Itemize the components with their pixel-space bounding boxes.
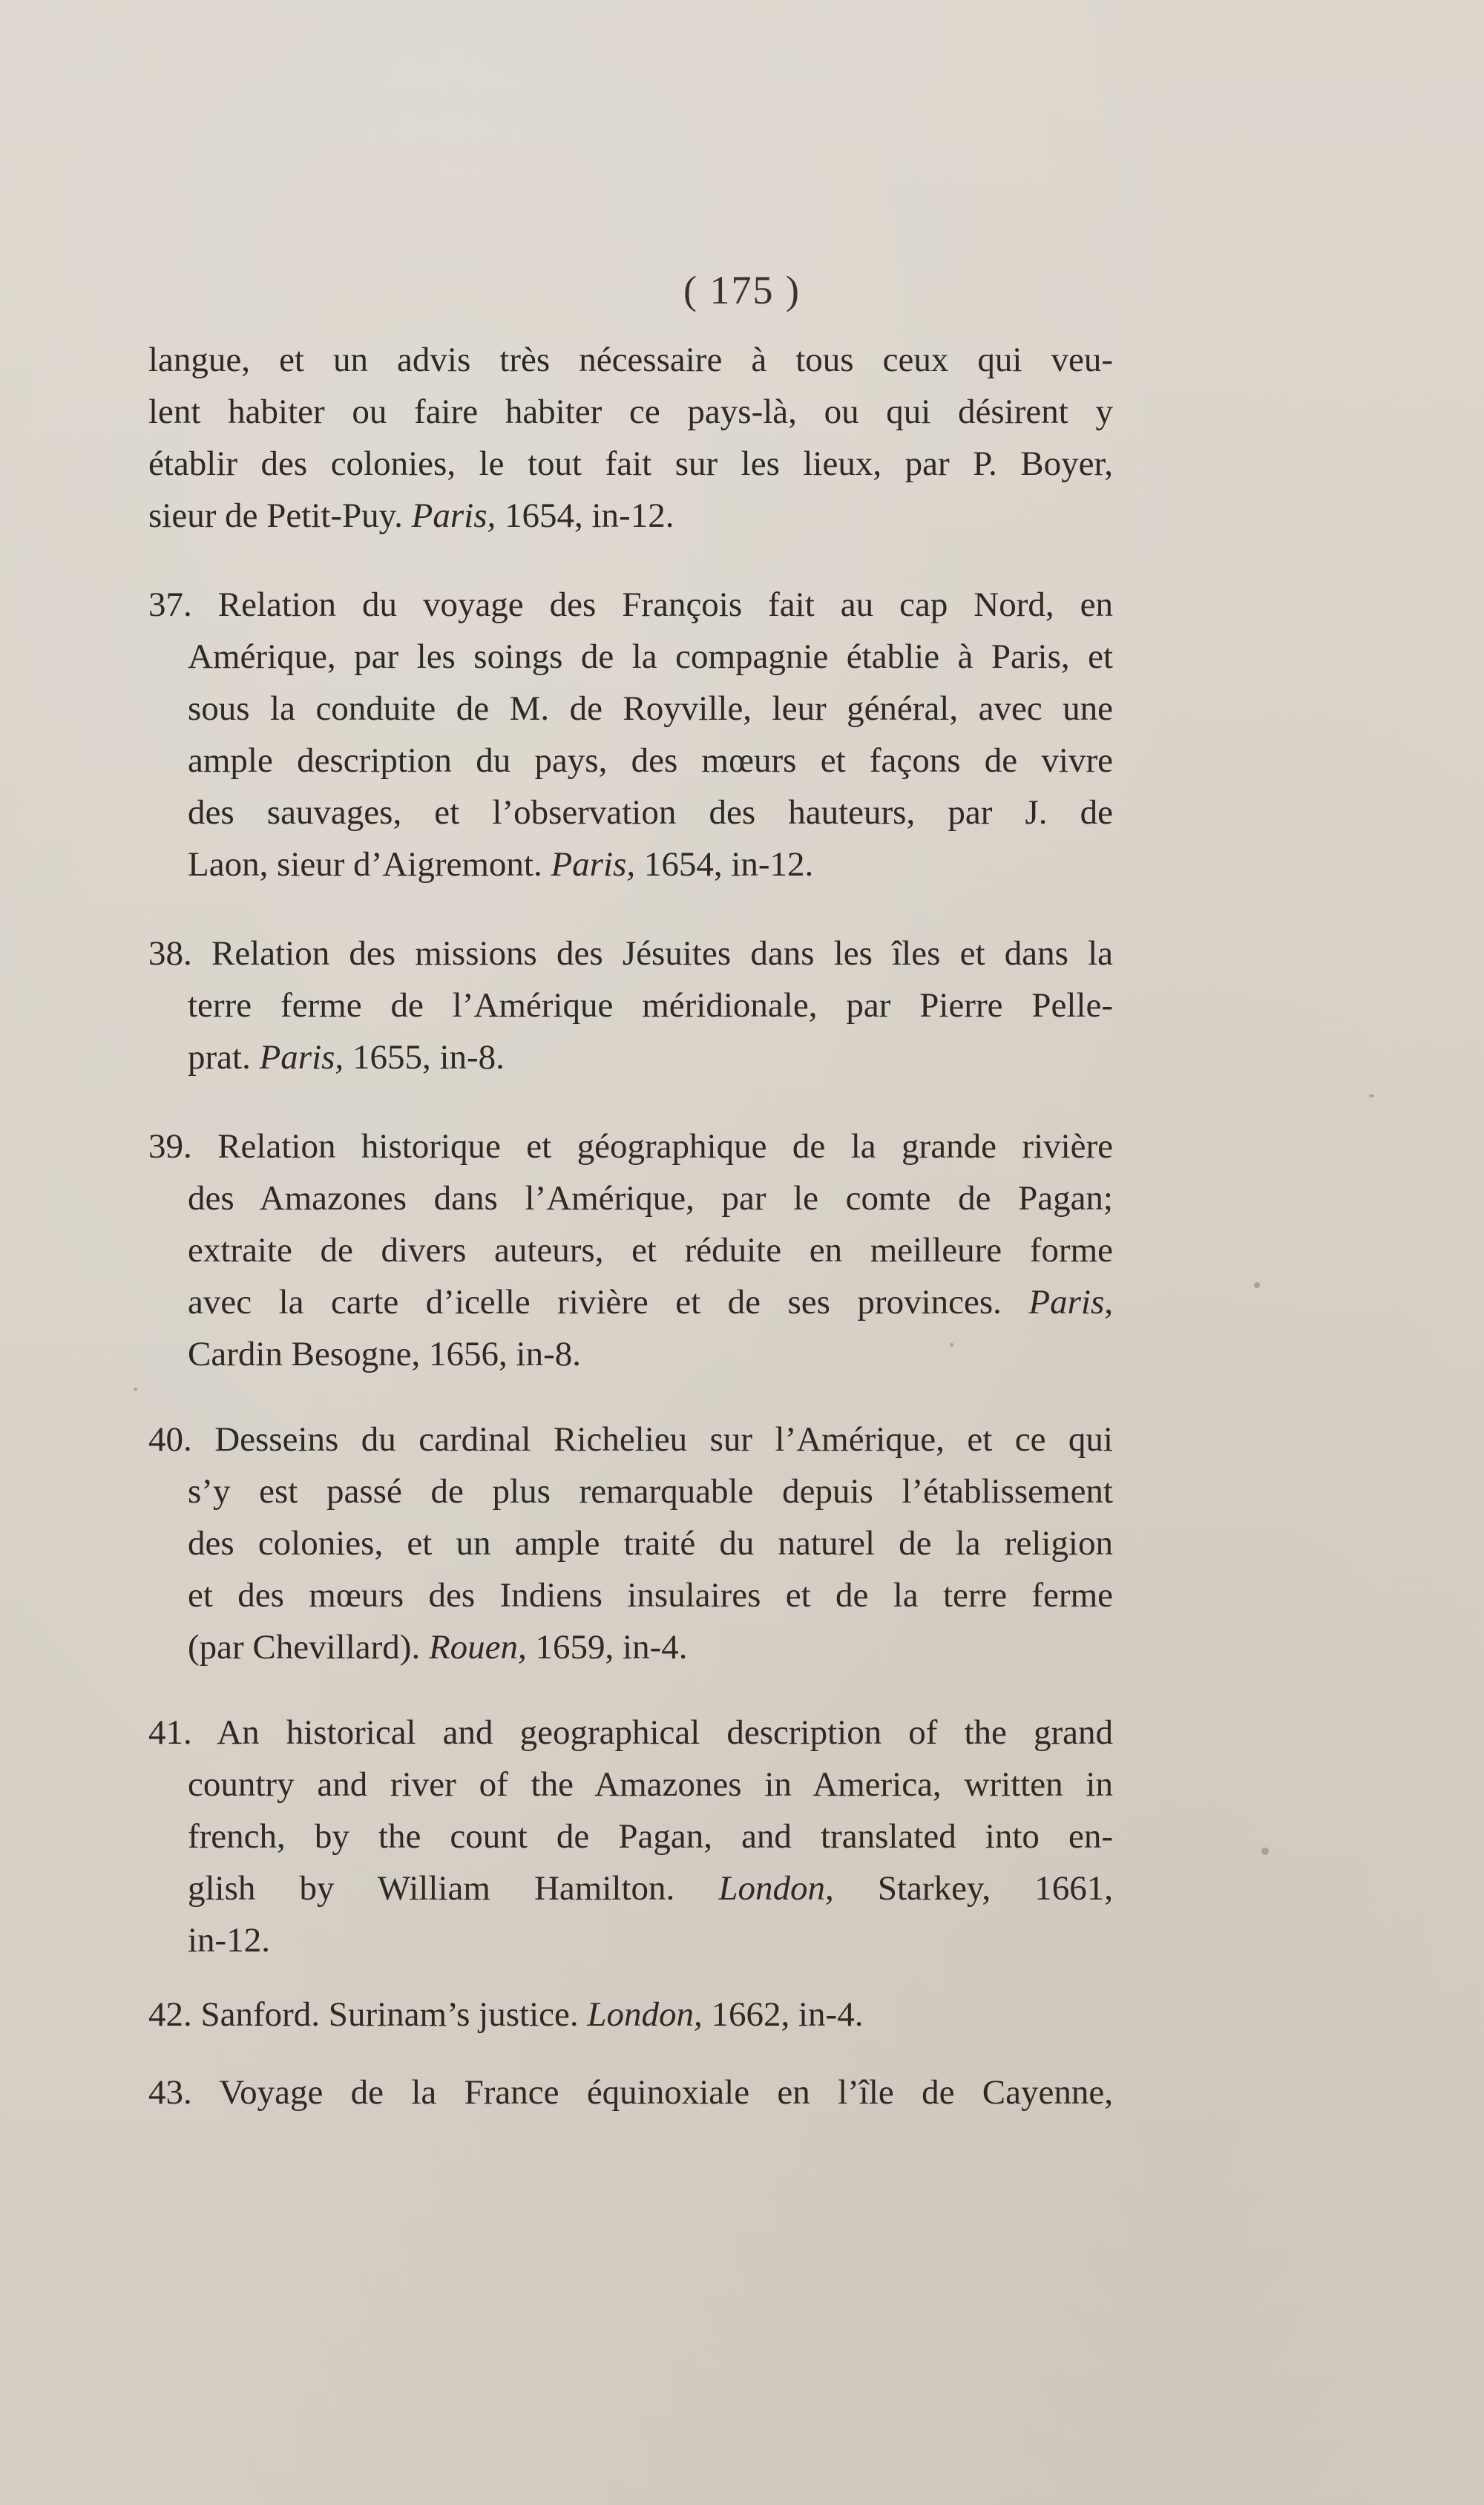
page-number: ( 175 ) (683, 268, 801, 312)
place-of-publication: Paris, (259, 1038, 344, 1077)
entry-40 (148, 1414, 1113, 1673)
text-line (148, 1120, 1113, 1172)
entry-37 (148, 579, 1113, 890)
place-of-publication: Paris, (551, 845, 636, 884)
text-line (148, 490, 1113, 542)
text-span: 1659, in-4. (526, 1628, 688, 1667)
text-line: sous la conduite de M. de Royville, leur général, avec une (188, 689, 1113, 728)
text-span: Sanford. Surinam’s justice. (200, 1995, 588, 2034)
text-span: Relation historique et géographique de la grande rivière (217, 1127, 1114, 1166)
text-line (148, 1862, 1113, 1914)
text-line (148, 1414, 1113, 1465)
text-span: Laon, sieur d’Aigremont. (188, 845, 551, 884)
text-span: 1655, in-8. (344, 1038, 505, 1077)
place-of-publication: Paris, (411, 496, 496, 535)
text-line: Cardin Besogne, 1656, in-8. (188, 1335, 581, 1373)
entry-38 (148, 928, 1113, 1083)
entry-number: 38. (148, 934, 192, 973)
text-span: Desseins du cardinal Richelieu sur l’Amérique, et ce qui (214, 1420, 1113, 1459)
place-of-publication: London, (587, 1995, 703, 2034)
text-line (148, 1276, 1113, 1328)
entry-42 (148, 1989, 1113, 2041)
entry-43 (148, 2066, 1113, 2118)
text-line (148, 1621, 1113, 1673)
text-span: avec la carte d’icelle rivière et de ses provinces. (188, 1283, 1002, 1322)
text-span: sieur de Petit-Puy. (148, 496, 412, 535)
text-line: langue, et un advis très nécessaire à tous ceux qui veu- (148, 341, 1113, 379)
text-line: french, by the count de Pagan, and translated into en- (188, 1817, 1113, 1856)
text-line: et des mœurs des Indiens insulaires et de la terre ferme (188, 1576, 1113, 1615)
text-line: des colonies, et un ample traité du naturel de la religion (188, 1524, 1113, 1563)
entry-number: 37. (148, 585, 192, 624)
place-of-publication: Rouen, (428, 1628, 527, 1667)
paper-speck (1254, 1282, 1260, 1288)
text-line: établir des colonies, le tout fait sur les lieux, par P. Boyer, (148, 444, 1113, 483)
text-line: country and river of the Amazones in America, written in (188, 1765, 1113, 1804)
entry-number: 39. (148, 1127, 192, 1166)
text-line (148, 1031, 1113, 1083)
entry-39 (148, 1120, 1113, 1380)
text-line (148, 1707, 1113, 1759)
text-line: extraite de divers auteurs, et réduite en meilleure forme (188, 1231, 1113, 1270)
entry-number: 42. (148, 1995, 192, 2034)
text-span: Voyage de la France équinoxiale en l’île de Cayenne, (219, 2073, 1113, 2112)
paper-speck (1261, 1848, 1269, 1855)
text-span: 1654, in-12. (635, 845, 814, 884)
text-line (148, 2066, 1113, 2118)
text-span: Starkey, 1661, (833, 1869, 1113, 1908)
entry-number: 40. (148, 1420, 192, 1459)
place-of-publication: London, (718, 1869, 834, 1908)
text-line: s’y est passé de plus remarquable depuis l’établissement (188, 1472, 1113, 1511)
paper-speck (134, 1388, 137, 1391)
text-line (148, 838, 1113, 890)
text-span: Relation des missions des Jésuites dans les îles et dans la (211, 934, 1114, 973)
text-span: Relation du voyage des François fait au cap Nord, en (217, 585, 1113, 624)
text-line: ample description du pays, des mœurs et façons de vivre (188, 741, 1113, 780)
text-line: des sauvages, et l’observation des hauteurs, par J. de (188, 793, 1113, 832)
entry-number: 43. (148, 2073, 192, 2112)
text-line (148, 1989, 1113, 2041)
text-line: terre ferme de l’Amérique méridionale, par Pierre Pelle- (188, 986, 1113, 1025)
text-span: 1654, in-12. (496, 496, 674, 535)
entry-number: 41. (148, 1713, 192, 1752)
place-of-publication: Paris, (1028, 1283, 1113, 1322)
text-span: glish by William Hamilton. (188, 1869, 719, 1908)
paper-speck (950, 1343, 953, 1347)
text-line: lent habiter ou faire habiter ce pays-là, ou qui désirent y (148, 393, 1113, 431)
text-line (148, 579, 1113, 631)
paper-speck (1369, 1094, 1374, 1097)
text-span: 1662, in-4. (702, 1995, 864, 2034)
text-span: (par Chevillard). (188, 1628, 429, 1667)
text-span: prat. (188, 1038, 260, 1077)
entry-continuation (148, 334, 1113, 542)
text-line: Amérique, par les soings de la compagnie établie à Paris, et (188, 637, 1113, 676)
text-line (148, 928, 1113, 979)
text-span: An historical and geographical description of the grand (217, 1713, 1113, 1752)
text-line: in-12. (188, 1921, 270, 1960)
entry-41 (148, 1707, 1113, 1966)
text-line: des Amazones dans l’Amérique, par le comte de Pagan; (188, 1179, 1113, 1218)
